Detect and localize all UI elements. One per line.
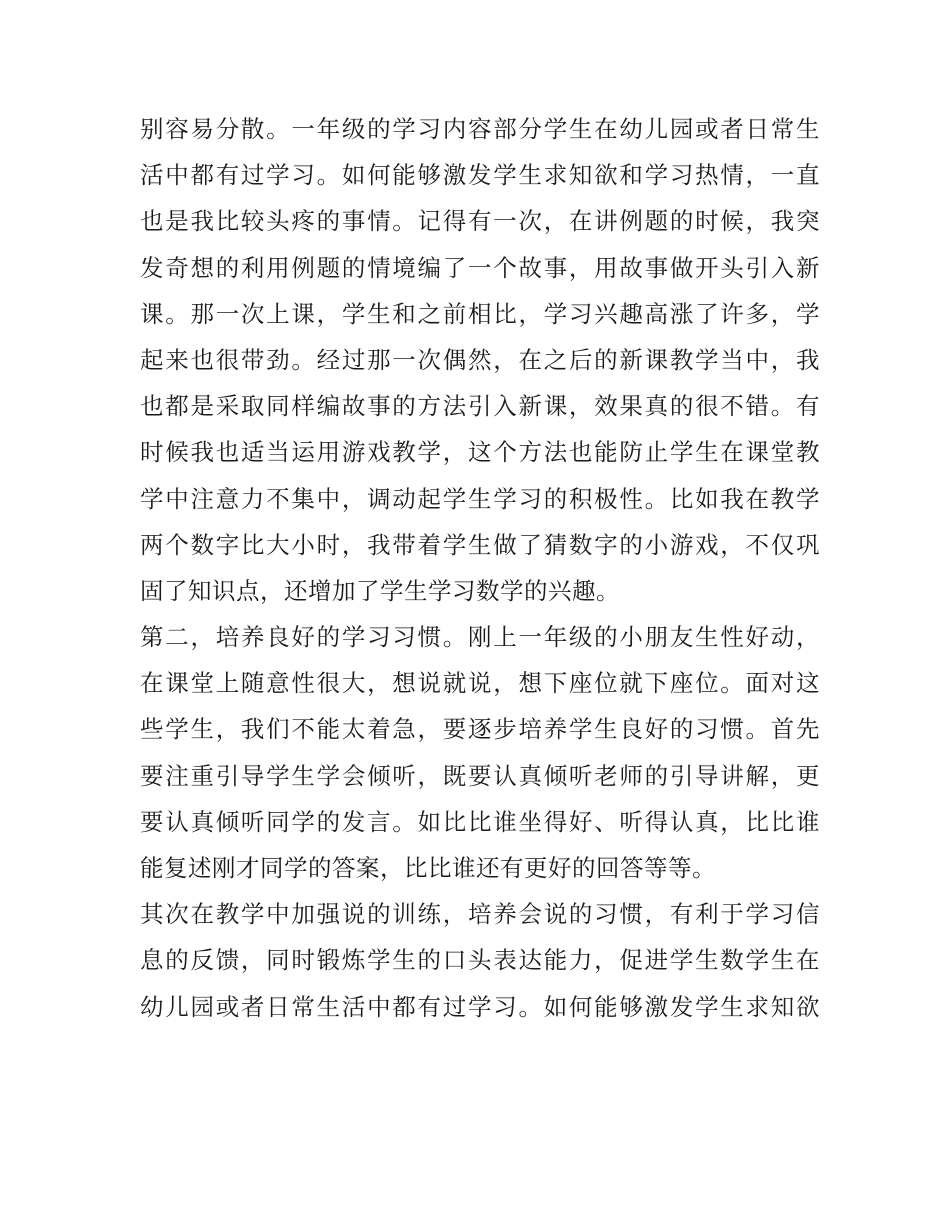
text-line: 也都是采取同样编故事的方法引入新课，效果真的很不错。有 — [140, 392, 820, 421]
text-line: 些学生，我们不能太着急，要逐步培养学生良好的习惯。首先 — [140, 715, 820, 744]
text-line: 其次在教学中加强说的训练，培养会说的习惯，有利于学习信 — [140, 900, 820, 929]
text-line: 别容易分散。一年级的学习内容部分学生在幼儿园或者日常生 — [140, 115, 820, 143]
text-line: 幼儿园或者日常生活中都有过学习。如何能够激发学生求知欲 — [140, 992, 820, 1021]
text-line: 学中注意力不集中，调动起学生学习的积极性。比如我在教学 — [140, 484, 820, 513]
text-line: 时候我也适当运用游戏教学，这个方法也能防止学生在课堂教 — [140, 438, 820, 467]
text-line: 能复述刚才同学的答案，比比谁还有更好的回答等等。 — [140, 854, 716, 882]
text-line: 要认真倾听同学的发言。如比比谁坐得好、听得认真，比比谁 — [140, 807, 820, 836]
text-line: 第二，培养良好的学习习惯。刚上一年级的小朋友生性好动， — [140, 623, 820, 652]
text-line: 起来也很带劲。经过那一次偶然，在之后的新课教学当中，我 — [140, 345, 820, 374]
text-line: 也是我比较头疼的事情。记得有一次，在讲例题的时候，我突 — [140, 207, 820, 236]
text-line: 两个数字比大小时，我带着学生做了猜数字的小游戏，不仅巩 — [140, 530, 820, 559]
text-line: 活中都有过学习。如何能够激发学生求知欲和学习热情，一直 — [140, 161, 820, 190]
document-body — [140, 106, 820, 1030]
text-line: 课。那一次上课，学生和之前相比，学习兴趣高涨了许多，学 — [140, 299, 820, 328]
text-line: 在课堂上随意性很大，想说就说，想下座位就下座位。面对这 — [140, 669, 820, 698]
text-line: 息的反馈，同时锻炼学生的口头表达能力，促进学生数学生在 — [140, 946, 820, 975]
text-line: 要注重引导学生学会倾听，既要认真倾听老师的引导讲解，更 — [140, 761, 820, 790]
text-line: 发奇想的利用例题的情境编了一个故事，用故事做开头引入新 — [140, 253, 820, 282]
text-line: 固了知识点，还增加了学生学习数学的兴趣。 — [140, 576, 620, 605]
